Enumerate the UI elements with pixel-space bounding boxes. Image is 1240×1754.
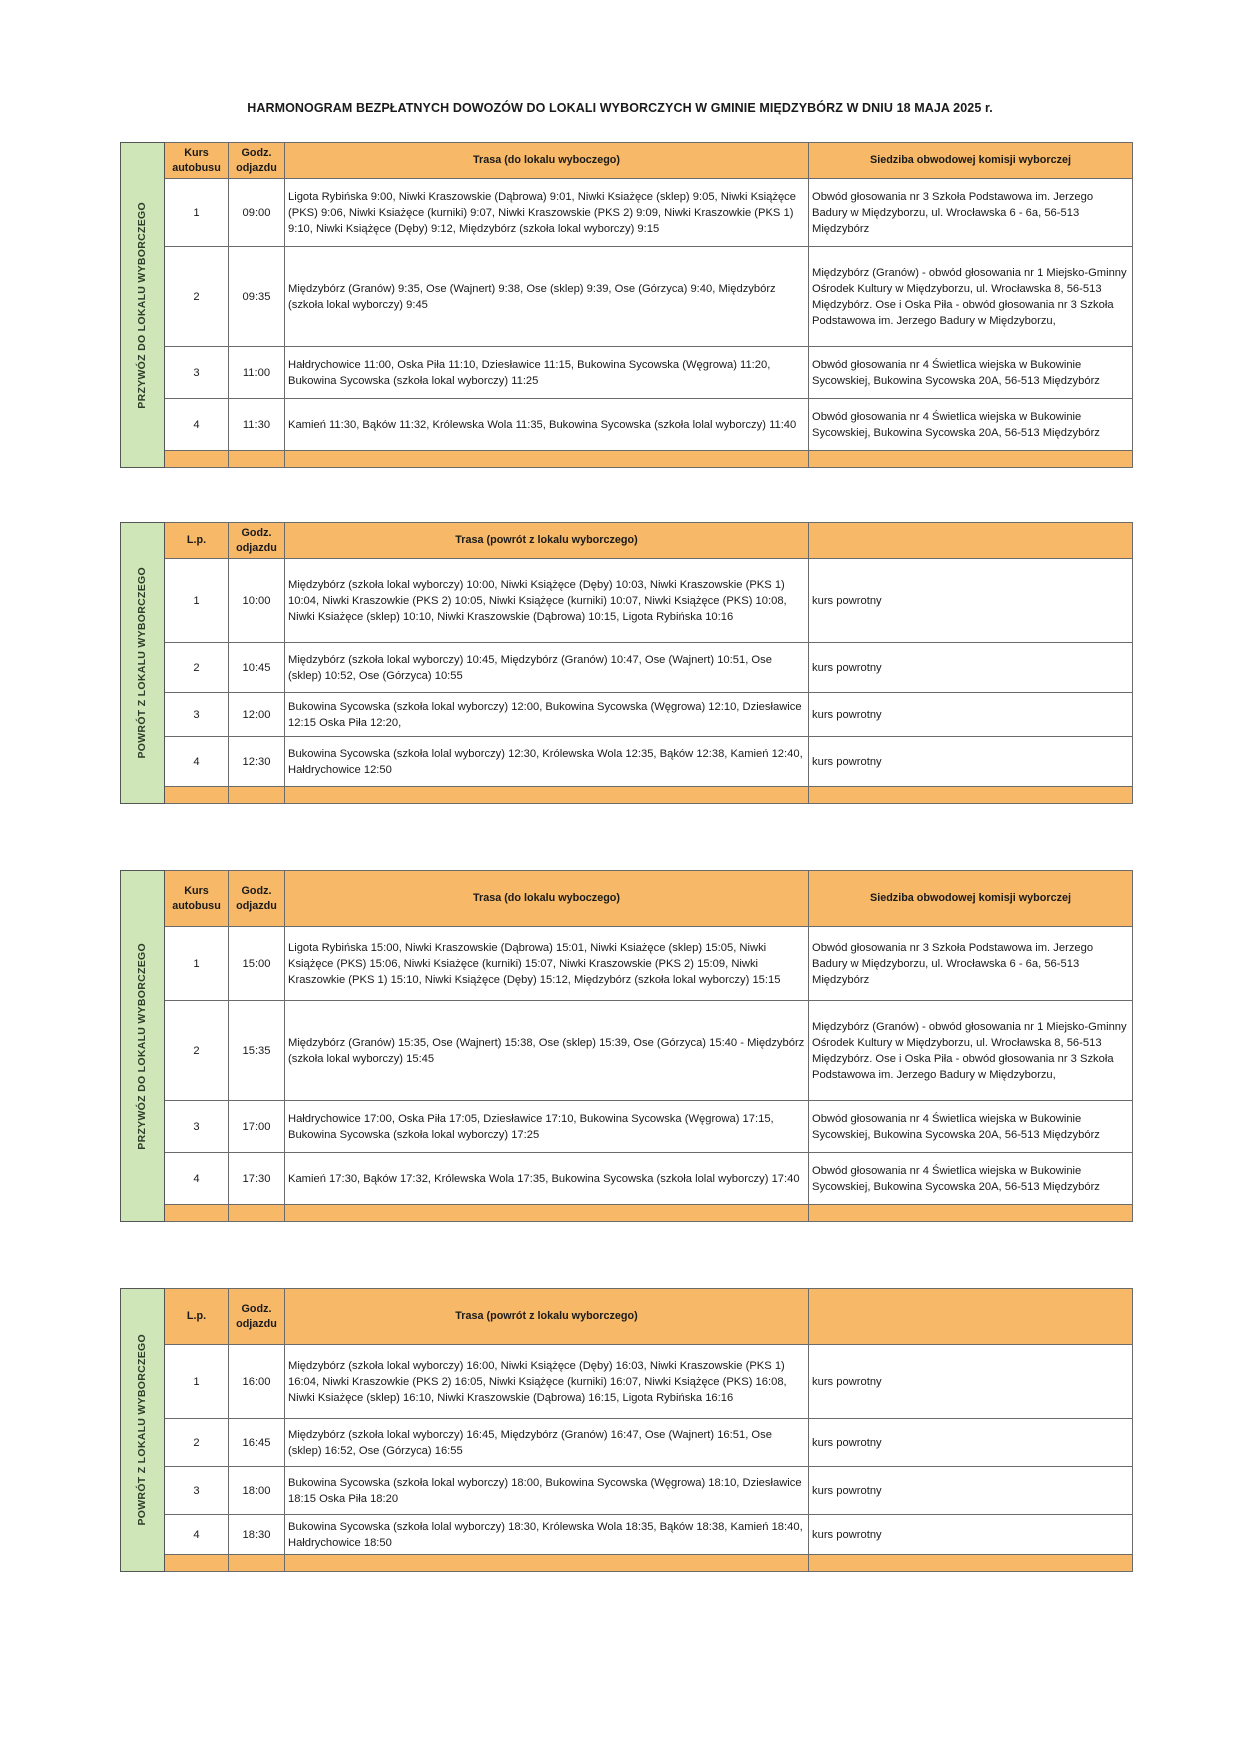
row-route: Hałdrychowice 17:00, Oska Piła 17:05, Dziesławice 17:10, Bukowina Sycowska (Węgrowa) 17:15, Bukowina Sycowska (szkoła lokal wyborczy) 17:25 [285,1101,809,1153]
row-route: Bukowina Sycowska (szkoła lokal wyborczy) 18:00, Bukowina Sycowska (Węgrowa) 18:10, Dziesławice 18:15 Oska Piła 18:20 [285,1467,809,1515]
row-seat: Obwód głosowania nr 4 Świetlica wiejska w Bukowinie Sycowskiej, Bukowina Sycowska 20A, 56-513 Międzybórz [809,347,1133,399]
row-time: 11:00 [229,347,285,399]
row-route: Ligota Rybińska 9:00, Niwki Kraszowskie (Dąbrowa) 9:01, Niwki Ksiażęce (sklep) 9:05, Niwki Książęce (PKS) 9:06, Niwki Ksiażęce (kurniki) 9:07, Niwki Kraszowskie (PKS 2) 9:09, Niwki Kraszowkie (PKS 1) 9:10, Niwki Książęce (Dęby) 9:12, Międzybórz (szkoła lokal wyborczy) 9:15 [285,179,809,247]
table-row [121,1001,1133,1101]
side-label: PRZYWÓZ DO LOKALU WYBORCZEGO [136,942,148,1150]
row-seat: Obwód głosowania nr 4 Świetlica wiejska w Bukowinie Sycowskiej, Bukowina Sycowska 20A, 56-513 Międzybórz [809,399,1133,451]
schedule-table-4 [120,1288,1133,1572]
header-route: Trasa (do lokalu wyboczego) [285,143,809,179]
side-label: PRZYWÓZ DO LOKALU WYBORCZEGO [136,201,148,409]
header-no: Kurs autobusu [165,143,229,179]
row-route: Bukowina Sycowska (szkoła lokal wyborczy) 12:00, Bukowina Sycowska (Węgrowa) 12:10, Dziesławice 12:15 Oska Piła 12:20, [285,693,809,737]
side-label-cell [121,523,165,804]
header-no: L.p. [165,523,229,559]
row-seat: kurs powrotny [809,693,1133,737]
row-seat: Międzybórz (Granów) - obwód głosowania nr 1 Miejsko-Gminny Ośrodek Kultury w Międzyborzu, ul. Wrocławska 8, 56-513 Międzybórz. Ose i Oska Piła - obwód głosowania nr 3 Szkoła Podstawowa im. Jerzego Badury w Międzyborzu, [809,247,1133,347]
row-seat: Obwód głosowania nr 4 Świetlica wiejska w Bukowinie Sycowskiej, Bukowina Sycowska 20A, 56-513 Międzybórz [809,1153,1133,1205]
row-time: 12:00 [229,693,285,737]
row-no: 1 [165,1345,229,1419]
row-no: 4 [165,399,229,451]
row-seat: Obwód głosowania nr 3 Szkoła Podstawowa im. Jerzego Badury w Międzyborzu, ul. Wrocławska 6 - 6a, 56-513 Międzybórz [809,927,1133,1001]
row-seat: Obwód głosowania nr 4 Świetlica wiejska w Bukowinie Sycowskiej, Bukowina Sycowska 20A, 56-513 Międzybórz [809,1101,1133,1153]
row-seat: kurs powrotny [809,559,1133,643]
row-no: 4 [165,1153,229,1205]
side-label-cell [121,143,165,468]
row-route: Międzybórz (szkoła lokal wyborczy) 10:45, Międzybórz (Granów) 10:47, Ose (Wajnert) 10:51, Ose (sklep) 10:52, Ose (Górzyca) 10:55 [285,643,809,693]
row-seat: kurs powrotny [809,643,1133,693]
side-label-cell [121,871,165,1222]
row-no: 4 [165,1515,229,1555]
table-row [121,693,1133,737]
header-time: Godz. odjazdu [229,871,285,927]
row-no: 3 [165,693,229,737]
row-time: 17:30 [229,1153,285,1205]
row-time: 11:30 [229,399,285,451]
row-route: Bukowina Sycowska (szkoła lolal wyborczy) 12:30, Królewska Wola 12:35, Bąków 12:38, Kamień 12:40, Hałdrychowice 12:50 [285,737,809,787]
row-route: Międzybórz (szkoła lokal wyborczy) 16:00, Niwki Książęce (Dęby) 16:03, Niwki Kraszowskie (PKS 1) 16:04, Niwki Kraszowkie (PKS 2) 16:05, Niwki Książęce (kurniki) 16:07, Niwki Książęce (PKS) 16:08, Niwki Ksiażęce (sklep) 16:10, Niwki Kraszowskie (Dąbrowa) 16:15, Ligota Rybińska 16:16 [285,1345,809,1419]
row-seat: kurs powrotny [809,1467,1133,1515]
header-route: Trasa (do lokalu wyboczego) [285,871,809,927]
row-seat: kurs powrotny [809,1419,1133,1467]
row-route: Międzybórz (szkoła lokal wyborczy) 16:45, Międzybórz (Granów) 16:47, Ose (Wajnert) 16:51, Ose (sklep) 16:52, Ose (Górzyca) 16:55 [285,1419,809,1467]
table-row [121,737,1133,787]
row-route: Kamień 17:30, Bąków 17:32, Królewska Wola 17:35, Bukowina Sycowska (szkoła lolal wyborczy) 17:40 [285,1153,809,1205]
header-route: Trasa (powrót z lokalu wyborczego) [285,1289,809,1345]
row-time: 15:35 [229,1001,285,1101]
row-no: 3 [165,1101,229,1153]
header-no: L.p. [165,1289,229,1345]
row-time: 09:00 [229,179,285,247]
row-no: 3 [165,347,229,399]
row-time: 10:45 [229,643,285,693]
row-time: 10:00 [229,559,285,643]
header-time: Godz. odjazdu [229,1289,285,1345]
table-row [121,927,1133,1001]
row-seat: kurs powrotny [809,1515,1133,1555]
table-row [121,643,1133,693]
header-time: Godz. odjazdu [229,143,285,179]
row-route: Międzybórz (Granów) 15:35, Ose (Wajnert) 15:38, Ose (sklep) 15:39, Ose (Górzyca) 15:40 - Międzybórz (szkoła lokal wyborczy) 15:45 [285,1001,809,1101]
row-time: 09:35 [229,247,285,347]
table-row [121,1101,1133,1153]
table-row [121,559,1133,643]
table-row [121,1153,1133,1205]
header-seat [809,523,1133,559]
row-no: 1 [165,179,229,247]
header-seat: Siedziba obwodowej komisji wyborczej [809,871,1133,927]
row-no: 4 [165,737,229,787]
row-time: 16:00 [229,1345,285,1419]
table-row [121,1345,1133,1419]
table-footer [121,1555,1133,1572]
table-footer [121,1205,1133,1222]
row-time: 12:30 [229,737,285,787]
row-route: Hałdrychowice 11:00, Oska Piła 11:10, Dziesławice 11:15, Bukowina Sycowska (Węgrowa) 11:20, Bukowina Sycowska (szkoła lokal wyborczy) 11:25 [285,347,809,399]
row-route: Międzybórz (szkoła lokal wyborczy) 10:00, Niwki Książęce (Dęby) 10:03, Niwki Kraszowskie (PKS 1) 10:04, Niwki Kraszowkie (PKS 2) 10:05, Niwki Książęce (kurniki) 10:07, Niwki Książęce (PKS) 10:08, Niwki Ksiażęce (sklep) 10:10, Niwki Kraszowskie (Dąbrowa) 10:15, Ligota Rybińska 10:16 [285,559,809,643]
header-seat: Siedziba obwodowej komisji wyborczej [809,143,1133,179]
schedule-table-1 [120,142,1133,468]
table-footer [121,787,1133,804]
row-seat: kurs powrotny [809,1345,1133,1419]
table-row [121,1467,1133,1515]
row-time: 18:00 [229,1467,285,1515]
side-label: POWRÓT Z LOKALU WYBORCZEGO [136,1334,148,1526]
schedule-table-2 [120,522,1133,804]
row-no: 2 [165,1419,229,1467]
row-seat: Międzybórz (Granów) - obwód głosowania nr 1 Miejsko-Gminny Ośrodek Kultury w Międzyborzu, ul. Wrocławska 8, 56-513 Międzybórz. Ose i Oska Piła - obwód głosowania nr 3 Szkoła Podstawowa im. Jerzego Badury w Międzyborzu, [809,1001,1133,1101]
table-row [121,347,1133,399]
header-no: Kurs autobusu [165,871,229,927]
table-footer [121,451,1133,468]
row-route: Międzybórz (Granów) 9:35, Ose (Wajnert) 9:38, Ose (sklep) 9:39, Ose (Górzyca) 9:40, Międzybórz (szkoła lokal wyborczy) 9:45 [285,247,809,347]
row-route: Ligota Rybińska 15:00, Niwki Kraszowskie (Dąbrowa) 15:01, Niwki Ksiażęce (sklep) 15:05, Niwki Książęce (PKS) 15:06, Niwki Ksiażęce (kurniki) 15:07, Niwki Kraszowskie (PKS 2) 15:09, Niwki Kraszowkie (PKS 1) 15:10, Niwki Książęce (Dęby) 15:12, Międzybórz (szkoła lokal wyborczy) 15:15 [285,927,809,1001]
row-no: 2 [165,1001,229,1101]
table-row [121,399,1133,451]
header-route: Trasa (powrót z lokalu wyborczego) [285,523,809,559]
header-time: Godz. odjazdu [229,523,285,559]
table-row [121,247,1133,347]
schedule-table-3 [120,870,1133,1222]
side-label-cell [121,1289,165,1572]
row-time: 16:45 [229,1419,285,1467]
row-no: 1 [165,559,229,643]
row-no: 3 [165,1467,229,1515]
table-row [121,1419,1133,1467]
row-route: Bukowina Sycowska (szkoła lolal wyborczy) 18:30, Królewska Wola 18:35, Bąków 18:38, Kamień 18:40, Hałdrychowice 18:50 [285,1515,809,1555]
row-seat: kurs powrotny [809,737,1133,787]
row-route: Kamień 11:30, Bąków 11:32, Królewska Wola 11:35, Bukowina Sycowska (szkoła lolal wyborczy) 11:40 [285,399,809,451]
table-row [121,1515,1133,1555]
row-no: 1 [165,927,229,1001]
row-seat: Obwód głosowania nr 3 Szkoła Podstawowa im. Jerzego Badury w Międzyborzu, ul. Wrocławska 6 - 6a, 56-513 Międzybórz [809,179,1133,247]
page-title: HARMONOGRAM BEZPŁATNYCH DOWOZÓW DO LOKALI WYBORCZYCH W GMINIE MIĘDZYBÓRZ W DNIU 18 MAJA 2025 r. [247,101,993,115]
row-time: 17:00 [229,1101,285,1153]
table-row [121,179,1133,247]
row-no: 2 [165,643,229,693]
header-seat [809,1289,1133,1345]
row-no: 2 [165,247,229,347]
side-label: POWRÓT Z LOKALU WYBORCZEGO [136,567,148,759]
row-time: 15:00 [229,927,285,1001]
row-time: 18:30 [229,1515,285,1555]
